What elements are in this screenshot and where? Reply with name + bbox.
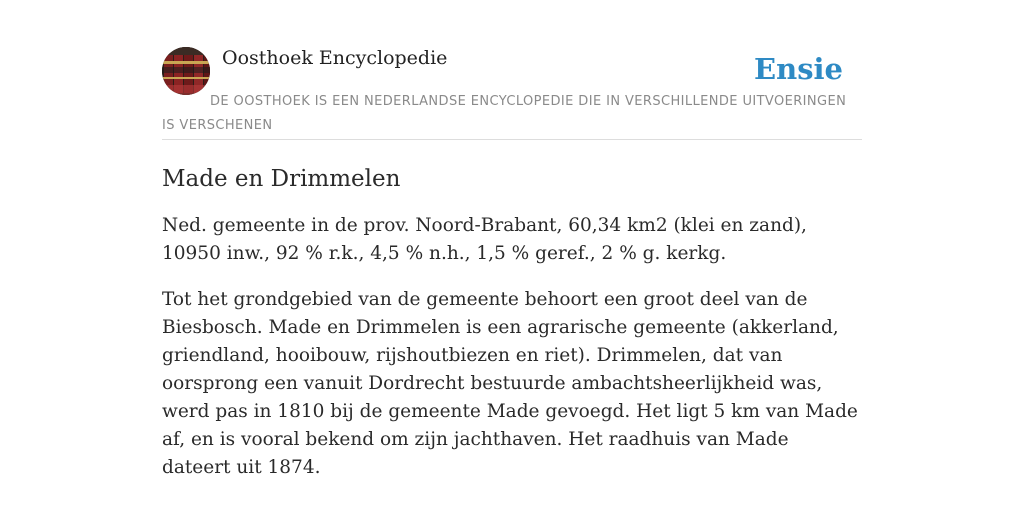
source-avatar[interactable]	[162, 47, 210, 95]
article-paragraph: Tot het grondgebied van de gemeente behoort een groot deel van de Biesbosch. Made en Drimmelen is een agrarische gemeente (akkerland, griendland, hooibouw, rijshoutbiezen en riet). Drimmelen, dat van oorsprong een vanuit Dordrecht bestuurde ambachtsheerlijkheid was, werd pas in 1810 bij de gemeente Made gevoegd. Het ligt 5 km van Made af, en is vooral bekend om zijn jachthaven. Het raadhuis van Made dateert uit 1874.	[162, 289, 858, 478]
divider	[162, 139, 862, 140]
book-spines-icon	[162, 47, 210, 95]
article	[162, 162, 862, 500]
brand-logo[interactable]: Ensie	[754, 52, 843, 86]
article-paragraph: Ned. gemeente in de prov. Noord-Brabant, 60,34 km2 (klei en zand), 10950 inw., 92 % r.k., 4,5 % n.h., 1,5 % geref., 2 % g. kerkg.	[162, 215, 807, 264]
article-title: Made en Drimmelen	[162, 166, 401, 192]
source-description: DE OOSTHOEK IS EEN NEDERLANDSE ENCYCLOPEDIE DIE IN VERSCHILLENDE UITVOERINGEN IS VERSCHENEN	[162, 94, 847, 133]
source-title[interactable]: Oosthoek Encyclopedie	[222, 47, 448, 69]
